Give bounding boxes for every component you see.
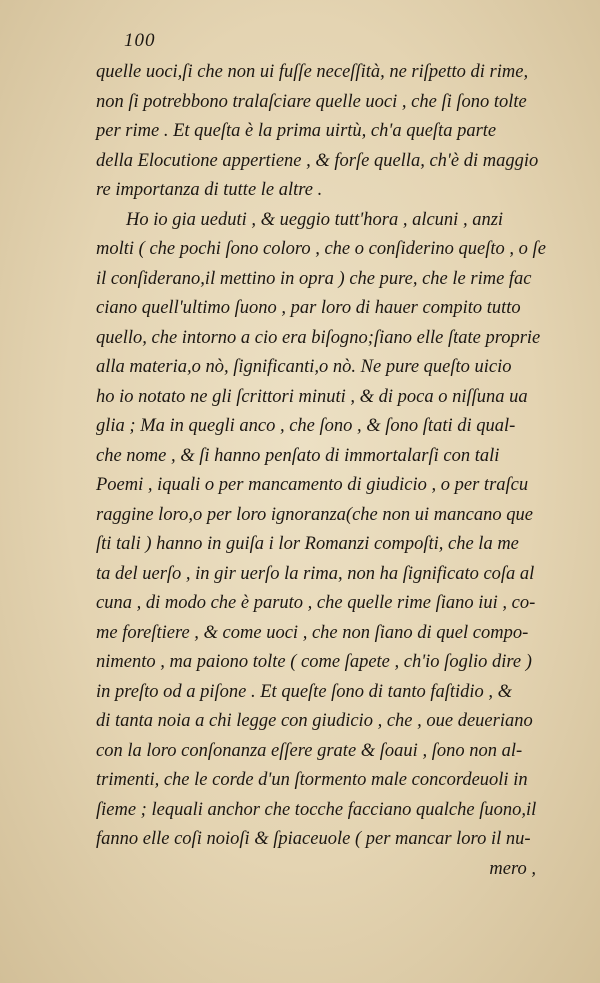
body-text [96,58,572,884]
text-line: fanno elle coſi noioſi & ſpiaceuole ( per mancar loro il nu- [96,829,531,849]
text-line: ſieme ; lequali anchor che tocche facciano qualche ſuono,il [96,799,537,820]
text-line: raggine loro,o per loro ignoranza(che non ui mancano que [96,504,533,525]
text-line: me foreſtiere , & come uoci , che non ſiano di quel compo- [96,622,529,643]
text-line: re importanza di tutte le altre . [96,180,323,200]
text-line: della Elocutione appertiene , & forſe quella, ch'è di maggio [96,150,539,171]
text-line: che nome , & ſi hanno penſato di immortalarſi con tali [96,445,500,466]
text-line: il conſiderano,il mettino in opra ) che pure, che le rime fac [96,268,532,289]
text-line: non ſi potrebbono tralaſciare quelle uoci , che ſi ſono tolte [96,91,527,112]
text-line: quelle uoci,ſi che non ui fuſſe neceſſità, ne riſpetto di rime, [96,62,529,82]
text-line: cuna , di modo che è paruto , che quelle rime ſiano iui , co- [96,593,536,613]
text-line: trimenti, che le corde d'un ſtormento male concordeuoli in [96,770,528,790]
text-line: molti ( che pochi ſono coloro , che o conſiderino queſto , o ſe [96,239,546,259]
catchword: mero , [489,858,536,879]
text-line: di tanta noia a chi legge con giudicio , che , oue deueriano [96,711,533,731]
text-line: quello, che intorno a cio era biſogno;ſiano elle ſtate proprie [96,327,541,348]
text-line: Poemi , iquali o per mancamento di giudicio , o per traſcu [96,475,529,495]
text-line: in preſto od a piſone . Et queſte ſono di tanto faſtidio , & [96,681,513,702]
text-line: Ho io gia ueduti , & ueggio tutt'hora , alcuni , anzi [126,209,504,230]
text-line: nimento , ma paiono tolte ( come ſapete , ch'io ſoglio dire ) [96,652,532,672]
text-line: per rime . Et queſta è la prima uirtù, ch'a queſta parte [96,121,497,141]
text-line: ho io notato ne gli ſcrittori minuti , & di poca o niſſuna ua [96,386,528,407]
text-line: glia ; Ma in quegli anco , che ſono , & ſono ſtati di qual- [96,416,516,436]
text-line: con la loro conſonanza eſſere grate & ſoaui , ſono non al- [96,740,523,761]
page-number: 100 [124,30,156,51]
text-line: ciano quell'ultimo ſuono , par loro di hauer compito tutto [96,298,521,318]
text-line: ſti tali ) hanno in guiſa i lor Romanzi compoſti, che la me [96,534,519,554]
text-line: ta del uerſo , in gir uerſo la rima, non ha ſignificato coſa al [96,563,535,584]
text-line: alla materia,o nò, ſignificanti,o nò. Ne pure queſto uicio [96,357,512,377]
